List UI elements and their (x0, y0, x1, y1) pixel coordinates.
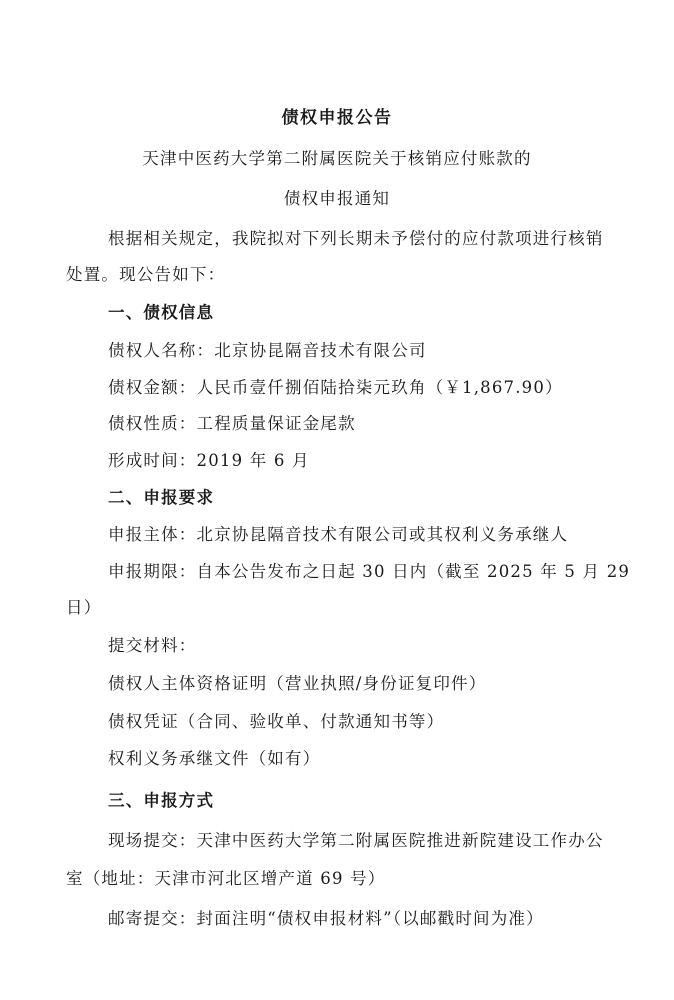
claim-nature: 债权性质：工程质量保证金尾款 (108, 414, 356, 433)
section1-heading: 一、债权信息 (108, 303, 215, 322)
creditor-name: 债权人名称：北京协昆隔音技术有限公司 (108, 341, 427, 360)
declaration-subject: 申报主体：北京协昆隔音技术有限公司或其权利义务承继人 (108, 525, 569, 544)
document-subtitle-line1: 天津中医药大学第二附属医院关于核销应付账款的 (142, 149, 532, 168)
material-item-2: 债权凭证（合同、验收单、付款通知书等） (108, 712, 445, 731)
document-title: 债权申报公告 (281, 108, 393, 128)
intro-paragraph-line1: 根据相关规定，我院拟对下列长期未予偿付的应付款项进行核销 (108, 229, 604, 248)
intro-paragraph-line2: 处置。现公告如下： (66, 265, 226, 284)
materials-label: 提交材料： (108, 636, 197, 655)
onsite-submission-line2: 室（地址：天津市河北区增产道 69 号） (66, 869, 386, 888)
section2-heading: 二、申报要求 (108, 488, 215, 507)
declaration-period-line1: 申报期限：自本公告发布之日起 30 日内（截至 2025 年 5 月 29 (108, 562, 631, 581)
mail-submission: 邮寄提交：封面注明“债权申报材料”（以邮戳时间为准） (108, 909, 544, 928)
material-item-3: 权利义务承继文件（如有） (108, 749, 321, 768)
claim-amount: 债权金额：人民币壹仟捌佰陆拾柒元玖角（￥1,867.90） (108, 378, 563, 397)
document-subtitle-line2: 债权申报通知 (283, 189, 391, 208)
section3-heading: 三、申报方式 (108, 791, 215, 810)
declaration-period-line2: 日） (66, 598, 102, 617)
formation-time: 形成时间：2019 年 6 月 (108, 451, 310, 470)
onsite-submission-line1: 现场提交：天津中医药大学第二附属医院推进新院建设工作办公 (108, 831, 604, 850)
material-item-1: 债权人主体资格证明（营业执照/身份证复印件） (108, 674, 487, 693)
